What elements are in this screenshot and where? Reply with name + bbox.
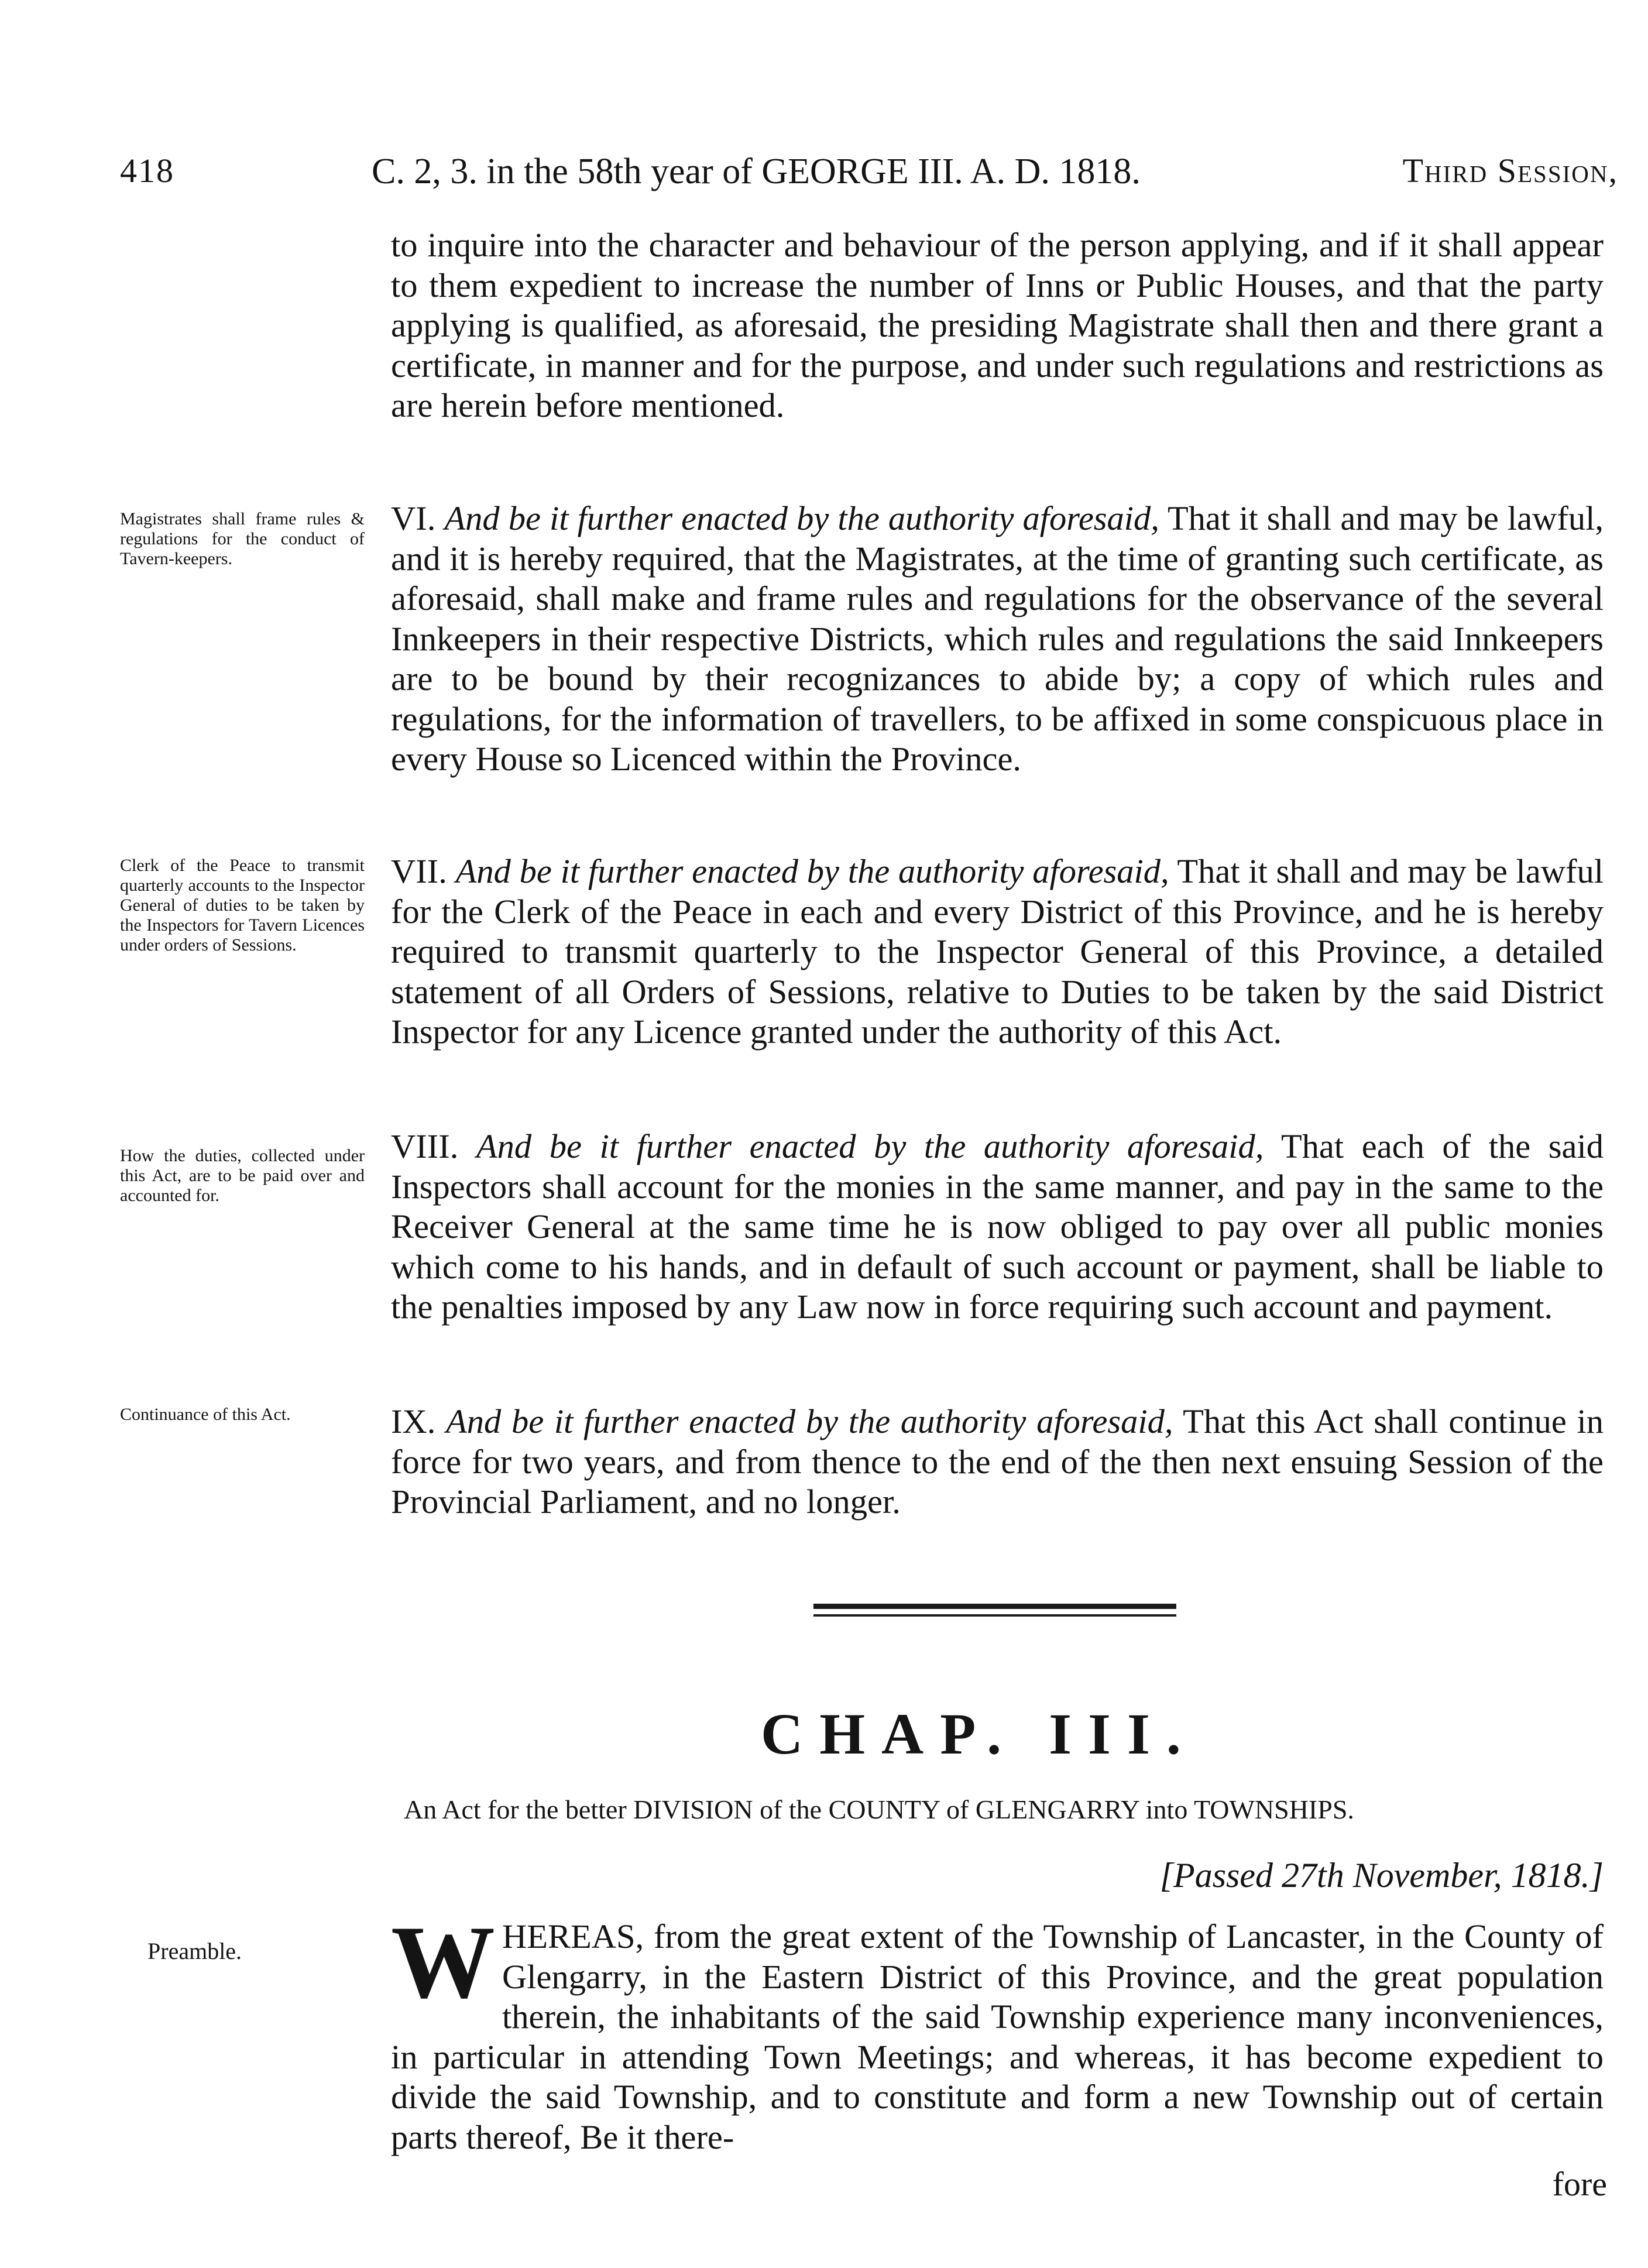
sidenote-section-viii: How the duties, collected under this Act, are to be paid over and accounted for.	[120, 1146, 365, 1205]
section-text: That each of the said Inspectors shall account for the monies in the same manner, and pay in the same to the Receiver General at the same time he is now obliged to pay over all public monies which come to his hands, and in default of such account or payment, shall be liable to the penalties imposed by any Law now in force requiring such account and payment.	[391, 1127, 1604, 1326]
sidenote-section-ix: Continuance of this Act.	[120, 1405, 291, 1424]
header-title: C. 2, 3. in the 58th year of GEORGE III. A. D. 1818.	[372, 152, 1141, 191]
enacting-clause: And be it further enacted by the authority aforesaid,	[455, 852, 1169, 890]
sidenote-section-vii: Clerk of the Peace to transmit quarterly accounts to the Inspector General of duties to be taken by the Inspectors for Tavern Licences under orders of Sessions.	[120, 856, 365, 955]
divider-thick-rule	[813, 1604, 1176, 1609]
drop-cap: W	[391, 1904, 495, 2020]
sidenote-section-vi: Magistrates shall frame rules & regulations for the conduct of Tavern-keepers.	[120, 509, 365, 568]
section-text: That this Act shall continue in force for two years, and from thence to the end of the then next ensuing Session of the Provincial Parliament, and no longer.	[391, 1402, 1604, 1521]
divider-thin-rule	[813, 1614, 1176, 1617]
act-title: An Act for the better DIVISION of the COUNTY of GLENGARRY into TOWNSHIPS.	[404, 1795, 1354, 1824]
section-text: That it shall and may be lawful for the Clerk of the Peace in each and every District of this Province, and he is hereby required to transmit quarterly to the Inspector General of this Province, a detailed statement of all Orders of Sessions, relative to Duties to be taken by the said District Inspector for any Licence granted under the authority of this Act.	[391, 852, 1604, 1051]
running-header	[120, 151, 1618, 204]
preamble-paragraph	[391, 1904, 1604, 2157]
section-number: VIII.	[391, 1127, 459, 1165]
section-text: That it shall and may be lawful, and it is hereby required, that the Magistrates, at the time of granting such certificate, as aforesaid, shall make and frame rules and regulations for the observance of the several Innkeepers in their respective Districts, which rules and regulations the said Innkeepers are to be bound by their recognizances to abide by; a copy of which rules and regulations, for the information of travellers, to be affixed in some conspicuous place in every House so Licenced within the Province.	[391, 499, 1604, 778]
chapter-heading: CHAP. III.	[761, 1701, 1197, 1766]
section-divider	[813, 1604, 1176, 1620]
section-number: IX.	[391, 1402, 436, 1440]
header-session: Third Session,	[1402, 152, 1618, 190]
enacting-clause: And be it further enacted by the authority aforesaid,	[446, 1402, 1173, 1440]
continuation-paragraph: to inquire into the character and behaviour of the person applying, and if it shall appear to them expedient to increase the number of Inns or Public Houses, and that the party applying is qualified, as aforesaid, the presiding Magistrate shall then and there grant a certificate, in manner and for the purpose, and under such regulations and restrictions as are herein before mentioned.	[391, 226, 1604, 424]
passed-date: [Passed 27th November, 1818.]	[1159, 1856, 1604, 1895]
catchword: fore	[1552, 2165, 1607, 2203]
section-viii	[391, 1127, 1604, 1327]
section-number: VII.	[391, 852, 447, 890]
section-vi	[391, 499, 1604, 780]
section-number: VI.	[391, 499, 436, 537]
sidenote-preamble: Preamble.	[147, 1938, 242, 1964]
enacting-clause: And be it further enacted by the authority aforesaid,	[444, 499, 1159, 537]
page-number: 418	[120, 152, 174, 190]
section-vii	[391, 852, 1604, 1052]
preamble-text: HEREAS, from the great extent of the Township of Lancaster, in the County of Glengarry, in the Eastern District of this Province, and the great population therein, the inhabitants of the said Township experience many inconveniences, in particular in attending Town Meetings; and whereas, it has become expedient to divide the said Township, and to constitute and form a new Township out of certain parts thereof, Be it there-	[391, 1917, 1604, 2156]
section-ix	[391, 1402, 1604, 1522]
enacting-clause: And be it further enacted by the authority aforesaid,	[476, 1127, 1264, 1165]
